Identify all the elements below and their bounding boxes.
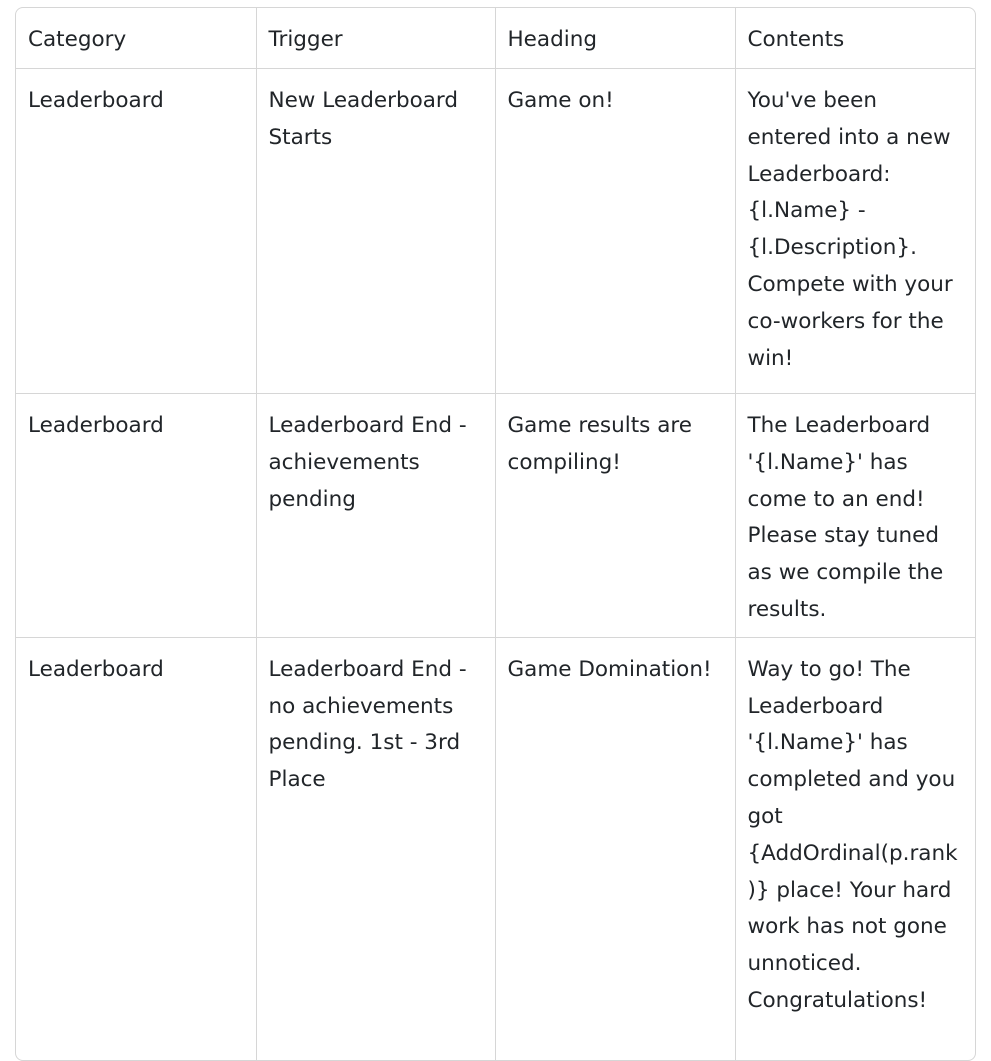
- table-row: [16, 69, 975, 394]
- table-header: [16, 8, 975, 69]
- cell-contents: You've been entered into a new Leaderboard: {l.Name} - {l.Description}. Compete with your co-workers for the win!: [735, 69, 975, 394]
- header-heading: Heading: [495, 8, 735, 69]
- cell-contents: The Leaderboard '{l.Name}' has come to an end! Please stay tuned as we compile the results.: [735, 394, 975, 638]
- header-contents: Contents: [735, 8, 975, 69]
- table-body: [16, 69, 975, 1060]
- cell-category: Leaderboard: [16, 394, 256, 638]
- notification-table: [15, 7, 976, 1061]
- cell-trigger: Leaderboard End - achievements pending: [256, 394, 495, 638]
- header-category: Category: [28, 27, 127, 52]
- cell-heading: Game Domination!: [495, 637, 735, 1060]
- cell-contents: Way to go! The Leaderboard '{l.Name}' has completed and you got {AddOrdinal(p.rank)} place! Your hard work has not gone unnoticed. Congratulations!: [735, 637, 975, 1060]
- cell-heading: Game on!: [495, 69, 735, 394]
- table-row: [16, 394, 975, 638]
- notification-table-grid: [16, 8, 975, 1060]
- cell-trigger: New Leaderboard Starts: [256, 69, 495, 394]
- cell-category: Leaderboard: [16, 637, 256, 1060]
- cell-trigger: Leaderboard End - no achievements pending. 1st - 3rd Place: [256, 637, 495, 1060]
- cell-heading: Game results are compiling!: [495, 394, 735, 638]
- cell-category: Leaderboard: [16, 69, 256, 394]
- header-row: [16, 8, 975, 69]
- table-row: [16, 637, 975, 1060]
- header-trigger: Trigger: [256, 8, 495, 69]
